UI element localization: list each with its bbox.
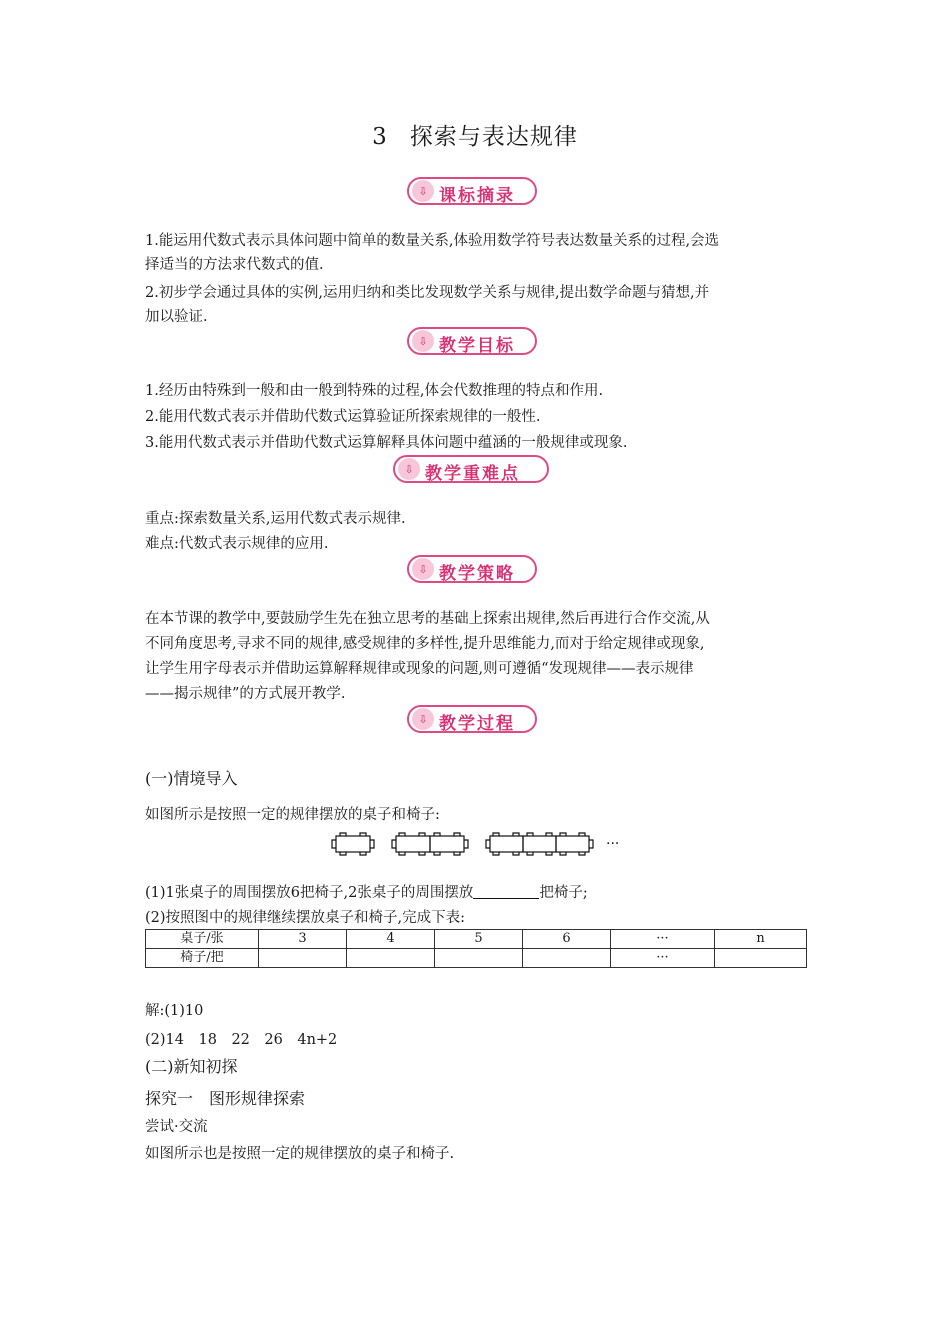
strategy-line: 让学生用字母表示并借助运算解释规律或现象的问题,则可遵循“发现规律——表示规律 bbox=[145, 661, 694, 677]
table-shape bbox=[523, 836, 556, 852]
section-badge-key-points bbox=[393, 455, 549, 483]
page-title bbox=[0, 118, 950, 151]
diagram-ellipsis: ··· bbox=[606, 836, 620, 852]
badge-arrow-icon: ⇩ bbox=[412, 558, 434, 580]
table-cell bbox=[523, 949, 611, 968]
table-row bbox=[146, 949, 807, 968]
table-shape bbox=[556, 836, 589, 852]
table-shape bbox=[336, 836, 370, 852]
question-1-text: (1)1张桌子的周围摆放6把椅子,2张桌子的周围摆放 bbox=[145, 885, 474, 901]
badge-arrow-icon: ⇩ bbox=[412, 330, 434, 352]
curriculum-line: 加以验证. bbox=[145, 309, 208, 325]
key-point-line: 重点:探索数量关系,运用代数式表示规律. bbox=[145, 511, 406, 527]
goal-line: 3.能用代数式表示并借助代数式运算解释具体问题中蕴涵的一般规律或现象. bbox=[145, 435, 628, 451]
final-text: 如图所示也是按照一定的规律摆放的桌子和椅子. bbox=[145, 1146, 455, 1162]
badge-label: 教学重难点 bbox=[425, 464, 520, 484]
section-badge-strategy bbox=[407, 555, 537, 583]
curriculum-line: 择适当的方法求代数式的值. bbox=[145, 257, 324, 273]
badge-label: 教学过程 bbox=[439, 714, 515, 734]
badge-label: 课标摘录 bbox=[439, 186, 515, 206]
table-shape bbox=[490, 836, 523, 852]
table-cell: 5 bbox=[435, 930, 523, 949]
table-shape bbox=[430, 836, 464, 852]
chair-shape bbox=[332, 840, 336, 848]
strategy-line: ——揭示规律”的方式展开教学. bbox=[145, 686, 346, 702]
intro-text: 如图所示是按照一定的规律摆放的桌子和椅子: bbox=[145, 807, 440, 823]
table-cell: ··· bbox=[611, 930, 715, 949]
section-badge-goals bbox=[407, 327, 537, 355]
strategy-line: 不同角度思考,寻求不同的规律,感受规律的多样性,提升思维能力,而对于给定规律或现象, bbox=[145, 636, 705, 652]
chair-shape bbox=[392, 840, 396, 848]
title-number: 3 bbox=[372, 124, 388, 150]
chair-shape bbox=[370, 840, 374, 848]
table-cell: ··· bbox=[611, 949, 715, 968]
badge-arrow-icon: ⇩ bbox=[412, 180, 434, 202]
chairs-table bbox=[145, 929, 807, 968]
solution-line: 解:(1)10 bbox=[145, 1003, 204, 1019]
section-heading: (一)情境导入 bbox=[145, 769, 238, 788]
table-shape bbox=[396, 836, 430, 852]
tables-chairs-diagram bbox=[326, 829, 636, 859]
question-1-suffix: 把椅子; bbox=[539, 885, 588, 901]
table-cell bbox=[259, 949, 347, 968]
badge-label: 教学策略 bbox=[439, 564, 515, 584]
table-cell: 椅子/把 bbox=[146, 949, 259, 968]
table-cell bbox=[715, 949, 807, 968]
solution-line: (2)14 18 22 26 4n+2 bbox=[145, 1032, 338, 1048]
key-point-line: 难点:代数式表示规律的应用. bbox=[145, 536, 329, 552]
chair-shape bbox=[464, 840, 468, 848]
curriculum-line: 2.初步学会通过具体的实例,运用归纳和类比发现数学关系与规律,提出数学命题与猜想,并 bbox=[145, 285, 710, 301]
table-cell: 3 bbox=[259, 930, 347, 949]
section-badge-curriculum bbox=[407, 177, 537, 205]
badge-label: 教学目标 bbox=[439, 336, 515, 356]
goal-line: 2.能用代数式表示并借助代数式运算验证所探索规律的一般性. bbox=[145, 409, 541, 425]
answer-blank[interactable] bbox=[473, 884, 539, 899]
question-1 bbox=[145, 881, 588, 905]
try-label: 尝试·交流 bbox=[145, 1119, 208, 1135]
goal-line: 1.经历由特殊到一般和由一般到特殊的过程,体会代数推理的特点和作用. bbox=[145, 383, 604, 399]
table-cell bbox=[435, 949, 523, 968]
badge-arrow-icon: ⇩ bbox=[412, 708, 434, 730]
curriculum-line: 1.能运用代数式表示具体问题中简单的数量关系,体验用数学符号表达数量关系的过程,会选 bbox=[145, 233, 720, 249]
table-cell: 桌子/张 bbox=[146, 930, 259, 949]
strategy-line: 在本节课的教学中,要鼓励学生先在独立思考的基础上探索出规律,然后再进行合作交流,从 bbox=[145, 611, 710, 627]
table-cell: n bbox=[715, 930, 807, 949]
table-cell: 4 bbox=[347, 930, 435, 949]
question-2: (2)按照图中的规律继续摆放桌子和椅子,完成下表: bbox=[145, 910, 466, 926]
table-row bbox=[146, 930, 807, 949]
chair-shape bbox=[486, 840, 490, 848]
badge-arrow-icon: ⇩ bbox=[398, 458, 420, 480]
section-heading: (二)新知初探 bbox=[145, 1057, 238, 1076]
table-cell: 6 bbox=[523, 930, 611, 949]
title-text: 探索与表达规律 bbox=[409, 124, 578, 150]
explore-heading: 探究一 图形规律探索 bbox=[145, 1089, 306, 1108]
section-badge-process bbox=[407, 705, 537, 733]
table-cell bbox=[347, 949, 435, 968]
